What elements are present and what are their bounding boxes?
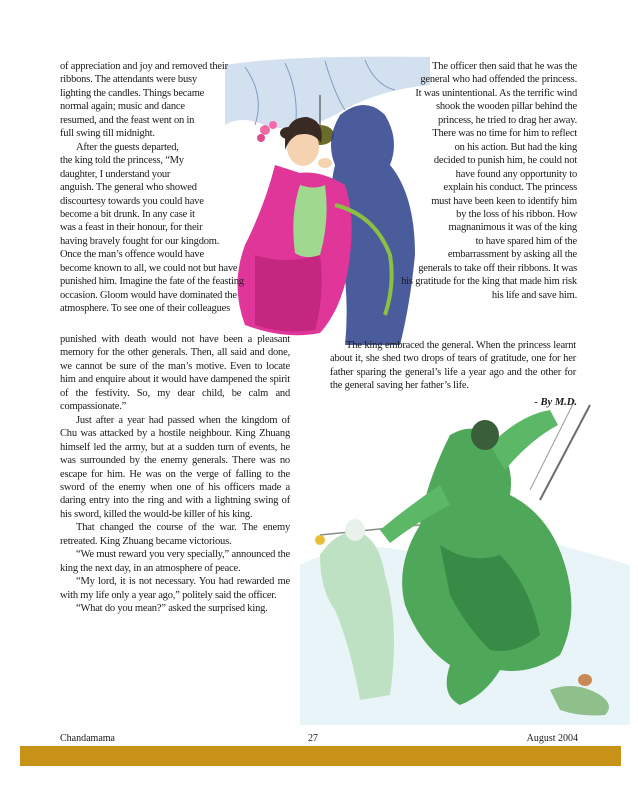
- text-line: shook the wooden pillar behind the: [435, 101, 577, 113]
- text-line: discourtesy towards you could have: [60, 195, 204, 207]
- text-line: become known to all, we could not but have: [60, 262, 238, 274]
- paragraph: That changed the course of the war. The enemy retreated. King Zhuang became victorious.: [60, 522, 290, 547]
- text-line: the king told the princess, “My: [60, 155, 184, 167]
- text-line: Once the man’s offence would have: [60, 249, 204, 261]
- text-line: to have spared him of the: [475, 235, 577, 247]
- right-column-bottom-text: [330, 339, 576, 393]
- text-line: daughter, I understand your: [60, 168, 171, 180]
- text-line: After the guests departed,: [76, 141, 179, 153]
- text-line: magnanimous it was of the king: [448, 222, 577, 234]
- text-line: atmosphere. To see one of their colleagues: [60, 303, 230, 315]
- text-line: princess, he tried to drag her away.: [437, 114, 577, 126]
- text-line: become a bit drunk. In any case it: [60, 208, 195, 220]
- text-line: lighting the candles. Things became: [60, 87, 205, 99]
- text-line: full swing till midnight.: [60, 128, 155, 140]
- text-line: ribbons. The attendants were busy: [60, 74, 197, 86]
- page-number: 27: [308, 733, 318, 744]
- footer-bar: [20, 746, 621, 766]
- paragraph: Just after a year had passed when the kingdom of Chu was attacked by a hostile neighbour. King Zhuang himself led the army, but at a sudden turn of events, he was surrounded by the enemy generals. There was no escape for him. He was on the verge of falling to the sword of the enemy when one of his officers made a daring entry into the ring and with a lightning swing of his sword, killed the would-be killer of his king.: [60, 414, 290, 520]
- text-line: normal again; music and dance: [60, 101, 185, 113]
- battle-illustration: [300, 395, 630, 725]
- text-line: punished him. Imagine the fate of the feasting: [60, 276, 244, 288]
- paragraph: The king embraced the general. When the princess learnt about it, she shed two drops of tears of gratitude, one for her father sparing the general’s life a year ago and the other for the general saving her father’s life.: [330, 340, 576, 392]
- text-line: generals to take off their ribbons. It was: [418, 262, 577, 274]
- text-line: his gratitude for the king that made him risk: [401, 276, 577, 288]
- text-line: The officer then said that he was the: [432, 61, 577, 72]
- text-line: general who had offended the princess.: [420, 74, 577, 86]
- paragraph: “We must reward you very specially,” announced the king the next day, in an atmosphere of peace.: [60, 549, 290, 574]
- text-line: have found any opportunity to: [455, 168, 577, 180]
- text-line: decided to punish him, he could not: [433, 155, 577, 167]
- author-byline: - By M.D.: [534, 397, 577, 408]
- paragraph: “What do you mean?” asked the surprised king.: [76, 603, 268, 615]
- text-line: must have been keen to identify him: [431, 195, 577, 207]
- text-line: having bravely fought for our kingdom.: [60, 235, 220, 247]
- text-line: by the loss of his ribbon. How: [456, 208, 577, 220]
- text-line: resumed, and the feast went on in: [60, 114, 195, 126]
- text-line: anguish. The general who showed: [60, 182, 197, 194]
- text-line: was a feast in their honour, for their: [60, 222, 203, 234]
- left-column-bottom-text: [60, 333, 290, 616]
- publication-name: Chandamama: [60, 733, 115, 744]
- paragraph: punished with death would not have been a pleasant memory for the other generals. Then, all said and done, we cannot be sure of the man’s motive. Even to locate him and enquire about it would have dampened the spirit of the festivity. So, my dear child, be calm and compassionate.”: [60, 334, 290, 413]
- text-line: on his action. But had the king: [454, 141, 577, 153]
- text-line: of appreciation and joy and removed their: [60, 61, 228, 72]
- right-column-top-text: [380, 60, 577, 302]
- text-line: his life and save him.: [491, 289, 577, 301]
- text-line: embarrassment by asking all the: [447, 249, 577, 261]
- text-line: There was no time for him to reflect: [432, 128, 577, 140]
- text-line: It was unintentional. As the terrific wind: [415, 87, 577, 99]
- paragraph: “My lord, it is not necessary. You had rewarded me with my life only a year ago,” politely said the officer.: [60, 576, 290, 601]
- issue-date: August 2004: [526, 733, 578, 744]
- text-line: occasion. Gloom would have dominated the: [60, 289, 237, 301]
- text-line: explain his conduct. The princess: [443, 182, 577, 194]
- left-column-top-text: [60, 60, 255, 316]
